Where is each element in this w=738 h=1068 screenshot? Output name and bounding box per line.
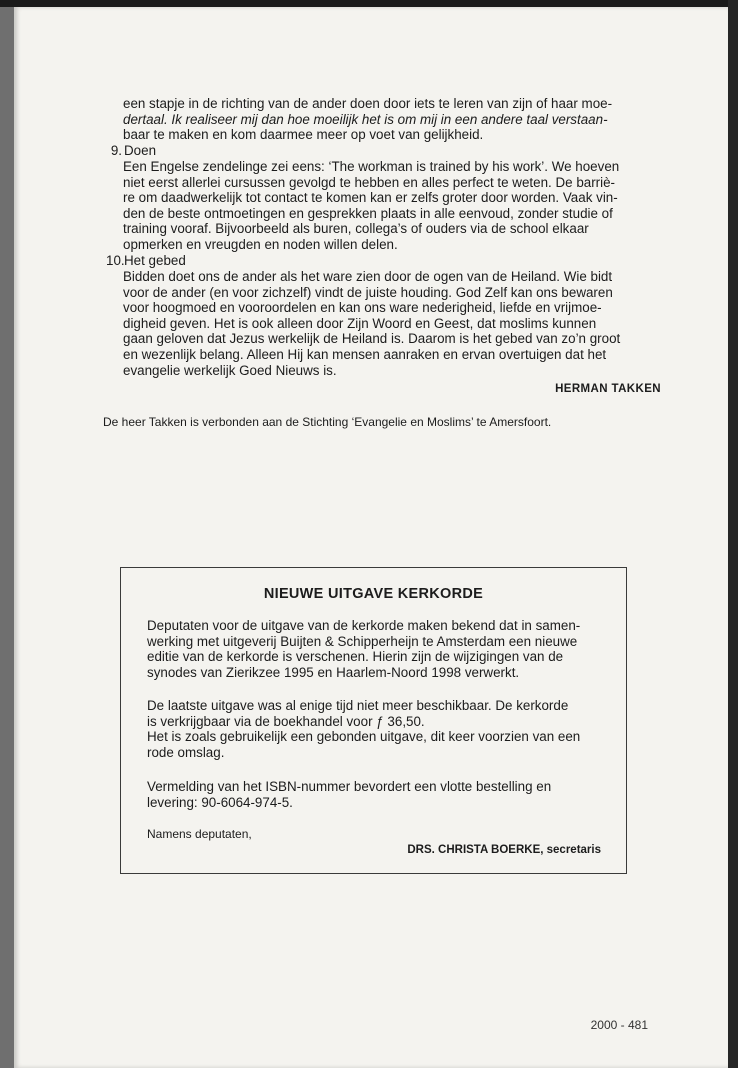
text-line: digheid geven. Het is ook alleen door Zijn Woord en Geest, dat moslims kunnen (123, 315, 597, 331)
notice-box (120, 567, 627, 874)
text-line: De laatste uitgave was al enige tijd niet meer beschikbaar. De kerkorde (147, 698, 569, 713)
list-item-10-body (123, 269, 664, 378)
text-line: werking met uitgeverij Buijten & Schipperheijn te Amsterdam een nieuwe (147, 633, 578, 649)
scan-right-edge (728, 0, 738, 1068)
notice-signature: DRS. CHRISTA BOERKE, secretaris (407, 844, 601, 856)
text-line: en wezenlijk belang. Alleen Hij kan mensen aanraken en ervan overtuigen dat het (123, 346, 607, 362)
text-line: levering: 90-6064-974-5. (147, 794, 293, 810)
list-item-9-heading (106, 143, 666, 159)
notice-paragraph-3 (147, 779, 601, 810)
notice-paragraph-1 (147, 618, 601, 680)
text-line: dertaal. Ik realiseer mij dan hoe moeilijk het is om mij in een andere taal verstaan- (123, 111, 608, 127)
notice-paragraph-2 (147, 698, 601, 760)
text-line: Bidden doet ons de ander als het ware zien door de ogen van de Heiland. Wie bidt (123, 269, 613, 284)
list-item-10-heading (106, 253, 666, 269)
list-item-9-body (123, 159, 664, 253)
notice-closing: Namens deputaten, (147, 827, 252, 841)
text-line: niet eerst allerlei cursussen gevolgd te hebben en alles perfect te weten. De barriè- (123, 174, 616, 190)
document-page (14, 7, 728, 1068)
author-name: HERMAN TAKKEN (555, 383, 661, 395)
notice-title: NIEUWE UITGAVE KERKORDE (263, 586, 484, 602)
text-line: voor hoogmoed en vooroordelen en kan ons ware nederigheid, liefde en vrijmoe- (123, 300, 602, 316)
scan-top-edge (0, 0, 738, 7)
page-number: 2000 - 481 (590, 1018, 648, 1032)
list-heading: Doen (124, 143, 157, 158)
text-line: een stapje in de richting van de ander doen door iets te leren van zijn of haar moe- (123, 96, 613, 111)
text-line: editie van de kerkorde is verschenen. Hierin zijn de wijzigingen van de (147, 649, 564, 665)
text-line: re om daadwerkelijk tot contact te komen kan er zelfs groter door worden. Vaak vin- (123, 190, 618, 206)
text-line: den de beste ontmoetingen en gesprekken plaats in alle eenvoud, zonder studie of (123, 205, 613, 221)
text-line: synodes van Zierikzee 1995 en Haarlem-Noord 1998 verwerkt. (147, 664, 520, 680)
list-number: 10. (106, 253, 125, 268)
text-line: evangelie werkelijk Goed Nieuws is. (123, 362, 337, 378)
author-footnote: De heer Takken is verbonden aan de Stichting ‘Evangelie en Moslims’ te Amersfoort. (103, 415, 552, 429)
text-line: is verkrijgbaar via de boekhandel voor ƒ 36,50. (147, 713, 425, 729)
text-line: Vermelding van het ISBN-nummer bevordert een vlotte bestelling en (147, 779, 552, 794)
text-line: training vooraf. Bijvoorbeeld als buren, collega’s of ouders via de school elkaar (123, 221, 589, 237)
list-number: 9. (110, 143, 122, 158)
text-line: opmerken en vreugden en noden willen delen. (123, 236, 398, 252)
text-line: baar te maken en kom daarmee meer op voet van gelijkheid. (123, 127, 484, 143)
text-line: Een Engelse zendelinge zei eens: ‘The workman is trained by his work’. We hoeven (123, 159, 620, 174)
intro-paragraph (123, 96, 664, 143)
text-line: rode omslag. (147, 744, 225, 760)
text-line: voor de ander (en voor zichzelf) vindt de juiste houding. God Zelf kan ons bewaren (123, 284, 613, 300)
text-line: Deputaten voor de uitgave van de kerkorde maken bekend dat in samen- (147, 618, 581, 633)
text-line: gaan geloven dat Jezus werkelijk de Heiland is. Daarom is het gebed van zo’n groot (123, 331, 621, 347)
text-line: Het is zoals gebruikelijk een gebonden uitgave, dit keer voorzien van een (147, 729, 581, 745)
list-heading: Het gebed (124, 253, 186, 268)
